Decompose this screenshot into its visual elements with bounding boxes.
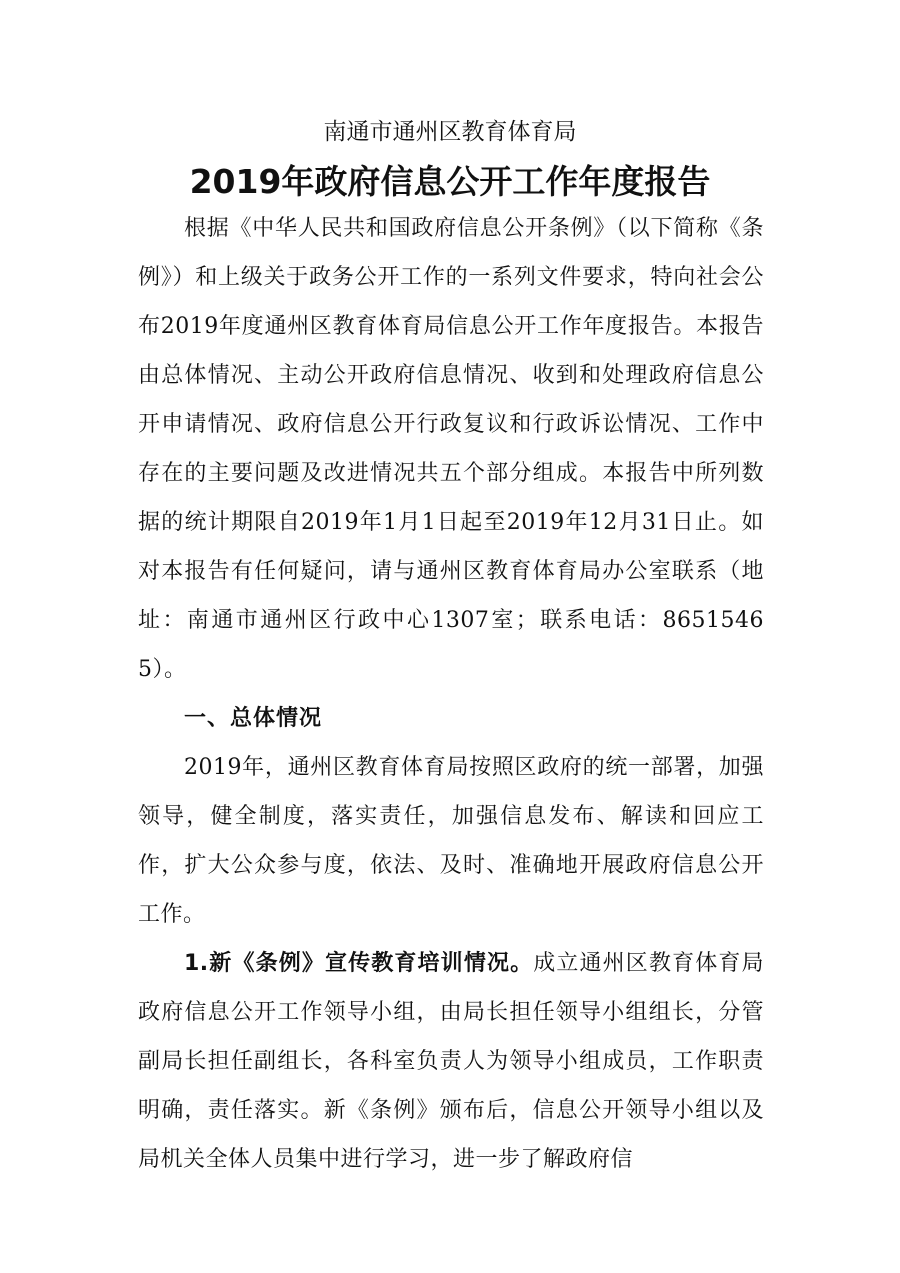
intro-paragraph: 根据《中华人民共和国政府信息公开条例》（以下简称《条例》）和上级关于政务公开工作的一系列文件要求，特向社会公布2019年度通州区教育体育局信息公开工作年度报告。本报告由总体情况、主动公开政府信息情况、收到和处理政府信息公开申请情况、政府信息公开行政复议和行政诉讼情况、工作中存在的主要问题及改进情况共五个部分组成。本报告中所列数据的统计期限自2019年1月1日起至2019年12月31日止。如对本报告有任何疑问，请与通州区教育体育局办公室联系（地址：南通市通州区行政中心1307室；联系电话：86515465）。: [138, 216, 764, 682]
overall-paragraph: 2019年，通州区教育体育局按照区政府的统一部署，加强领导，健全制度，落实责任，加强信息发布、解读和回应工作，扩大公众参与度，依法、及时、准确地开展政府信息公开工作。: [138, 755, 764, 927]
organization-title: 南通市通州区教育体育局: [323, 119, 577, 145]
report-title: 2019年政府信息公开工作年度报告: [189, 162, 711, 201]
item1-paragraph: [138, 939, 764, 1184]
item1-lead: 1.新《条例》宣传教育培训情况。: [184, 951, 534, 976]
section-heading-overall: 一、总体情况: [184, 706, 323, 731]
document-body: [138, 204, 764, 1184]
item1-text: 成立通州区教育体育局政府信息公开工作领导小组，由局长担任领导小组组长，分管副局长担任副组长，各科室负责人为领导小组成员，工作职责明确，责任落实。新《条例》颁布后，信息公开领导小组以及局机关全体人员集中进行学习，进一步了解政府信: [138, 951, 764, 1172]
